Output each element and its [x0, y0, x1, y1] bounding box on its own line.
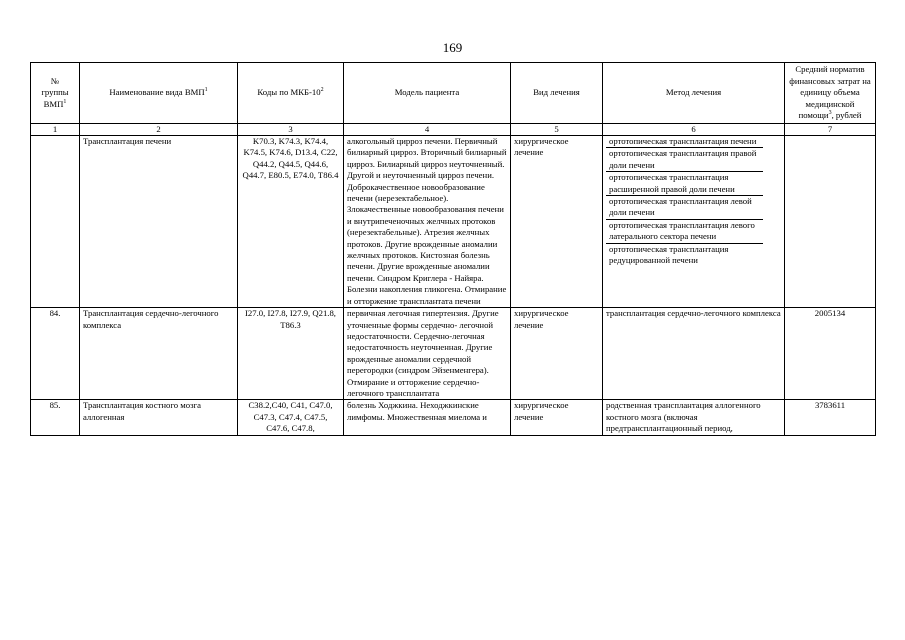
treatment-methods [603, 136, 785, 308]
treatment-method: ортотопическая трансплантация расширенной правой доли печени [606, 172, 763, 196]
column-number: 5 [511, 124, 603, 136]
icd-codes: I27.0, I27.8, I27.9, Q21.8, T86.3 [238, 308, 344, 400]
treatment-type: хирургическое лечение [511, 136, 603, 308]
treatment-method: ортотопическая трансплантация левого латерального сектора печени [606, 220, 763, 244]
treatment-method: ортотопическая трансплантация печени [606, 136, 763, 148]
patient-model: алкогольный цирроз печени. Первичный билиарный цирроз. Вторичный билиарный цирроз. Билиарный цирроз неуточненный. Другой и неуточненный цирроз печени. Доброкачественное новообразование печени (нерезектабельное). Злокачественные новообразования печени и внутрипеченочных желчных протоков (нерезектабельные). Атрезия желчных протоков. Другие врожденные аномалии желчных протоков. Кистозная болезнь печени. Другие врожденные аномалии печени. Синдром Криглера - Найяра. Болезни накопления гликогена. Отмирание и отторжение трансплантата печени [344, 136, 511, 308]
table-row [31, 308, 876, 400]
treatment-type: хирургическое лечение [511, 400, 603, 435]
header-treatment-method: Метод лечения [603, 63, 785, 124]
header-cost-standard: Средний норматив финансовых затрат на единицу объема медицинской помощи$^3$, рублей [785, 63, 876, 124]
column-number: 7 [785, 124, 876, 136]
treatment-method: ортотопическая трансплантация левой доли печени [606, 196, 763, 220]
vmp-name: Трансплантация сердечно-легочного комплекса [80, 308, 238, 400]
page-number: 169 [442, 40, 463, 55]
header-treatment-type: Вид лечения [511, 63, 603, 124]
patient-model: первичная легочная гипертензия. Другие уточненные формы сердечно- легочной недостаточности. Сердечно-легочная недостаточность неуточненная. Другие врожденные аномалии сердечной перегородки (синдром Эйзенменгера). Отмирание и отторжение сердечно-легочного трансплантата [344, 308, 511, 400]
icd-codes: K70.3, K74.3, K74.4, K74.5, K74.6, D13.4, C22, Q44.2, Q44.5, Q44.6, Q44.7, E80.5, E74.0, T86.4 [238, 136, 344, 308]
vmp-table [30, 62, 876, 436]
group-number: 84. [31, 308, 80, 400]
icd-codes: C38.2,C40, C41, C47.0, C47.3, C47.4, C47.5, C47.6, C47.8, [238, 400, 344, 435]
header-vmp-name: Наименование вида ВМП$^1$ [80, 63, 238, 124]
treatment-type: хирургическое лечение [511, 308, 603, 400]
column-number: 3 [238, 124, 344, 136]
cost-standard: 2005134 [785, 308, 876, 400]
patient-model: болезнь Ходжкина. Неходжкинские лимфомы. Множественная миелома и [344, 400, 511, 435]
header-row [31, 63, 876, 124]
vmp-name: Трансплантация печени [80, 136, 238, 308]
cost-standard [785, 136, 876, 308]
treatment-method: трансплантация сердечно-легочного комплекса [603, 308, 785, 400]
column-number: 1 [31, 124, 80, 136]
treatment-method: ортотопическая трансплантация правой доли печени [606, 148, 763, 172]
header-group-number: № группы ВМП$^1$ [31, 63, 80, 124]
group-number: 85. [31, 400, 80, 435]
cost-standard: 3783611 [785, 400, 876, 435]
table-row [31, 400, 876, 435]
column-number: 4 [344, 124, 511, 136]
group-number [31, 136, 80, 308]
header-patient-model: Модель пациента [344, 63, 511, 124]
column-number: 2 [80, 124, 238, 136]
column-number-row [31, 124, 876, 136]
treatment-method: родственная трансплантация аллогенного костного мозга (включая предтрансплантационный период, [603, 400, 785, 435]
vmp-name: Трансплантация костного мозга аллогенная [80, 400, 238, 435]
header-icd-codes: Коды по МКБ-$10^2$ [238, 63, 344, 124]
table-row [31, 136, 876, 308]
column-number: 6 [603, 124, 785, 136]
treatment-method: ортотопическая трансплантация редуцированной печени [609, 243, 729, 266]
